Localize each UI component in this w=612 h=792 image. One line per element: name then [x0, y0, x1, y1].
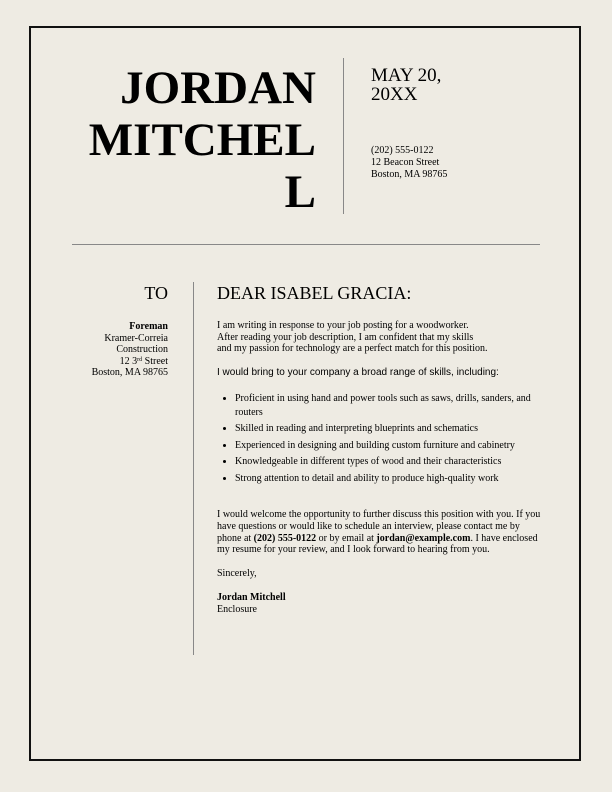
- applicant-name: [60, 62, 316, 218]
- skill-item: • Skilled in reading and interpreting blueprints and schematics: [235, 422, 542, 436]
- sender-city: Boston, MA 98765: [371, 168, 448, 180]
- body-divider: [193, 282, 194, 655]
- sender-phone: (202) 555-0122: [371, 145, 434, 156]
- skill-item: • Proficient in using hand and power tools such as saws, drills, sanders, and routers: [235, 392, 542, 419]
- name-line: L: [284, 166, 316, 218]
- closing-paragraph: [217, 509, 542, 555]
- sender-contact: [371, 145, 447, 180]
- skill-item: • Strong attention to detail and ability to produce high-quality work: [235, 472, 542, 486]
- closing-email: jordan@example.com: [376, 532, 471, 544]
- letter-date: [371, 66, 441, 104]
- closing-text: . I have enclosed my resume for your review, and I look forward to hearing from you.: [217, 532, 538, 556]
- skills-list: [217, 392, 542, 485]
- letter-body: [217, 283, 542, 616]
- recipient-company-line1: Kramer-Correia: [104, 332, 168, 344]
- date-line: 20XX: [371, 84, 418, 105]
- sign-off: Sincerely,: [217, 567, 257, 579]
- street-ordinal: rd: [137, 356, 143, 363]
- closing-text: or by email at: [316, 532, 377, 544]
- recipient-company-line2: Construction: [116, 344, 168, 356]
- to-heading: TO: [144, 283, 168, 303]
- salutation: DEAR ISABEL GRACIA:: [217, 283, 412, 303]
- recipient-title: Foreman: [129, 321, 168, 332]
- skill-item: • Experienced in designing and building custom furniture and cabinetry: [235, 439, 542, 453]
- header-divider: [343, 58, 344, 214]
- intro-line: After reading your job description, I am confident that my skills: [217, 331, 474, 343]
- closing-phone: (202) 555-0122: [253, 532, 317, 544]
- enclosure-note: Enclosure: [217, 603, 257, 615]
- recipient-address: [60, 321, 168, 379]
- date-line: MAY 20,: [371, 65, 442, 86]
- intro-line: I am writing in response to your job posting for a woodworker.: [217, 320, 469, 331]
- horizontal-divider: [72, 244, 540, 245]
- name-line: MITCHEL: [88, 114, 316, 166]
- recipient-street: [60, 356, 168, 368]
- skills-intro: I would bring to your company a broad range of skills, including:: [217, 366, 499, 378]
- signer-name: Jordan Mitchell: [217, 592, 286, 604]
- skill-item: • Knowledgeable in different types of wood and their characteristics: [235, 455, 542, 469]
- name-line: JORDAN: [120, 62, 316, 114]
- recipient-city: Boston, MA 98765: [91, 367, 168, 379]
- intro-paragraph: [217, 320, 542, 355]
- intro-line: and my passion for technology are a perfect match for this position.: [217, 343, 488, 355]
- street-number: 12 3: [119, 355, 138, 367]
- sender-street: 12 Beacon Street: [371, 156, 440, 168]
- closing-text: I would welcome the opportunity to further discuss this position with you. If you have questions or would like to schedule an interview, please contact me by phone at: [217, 509, 541, 544]
- street-name: Street: [142, 355, 168, 367]
